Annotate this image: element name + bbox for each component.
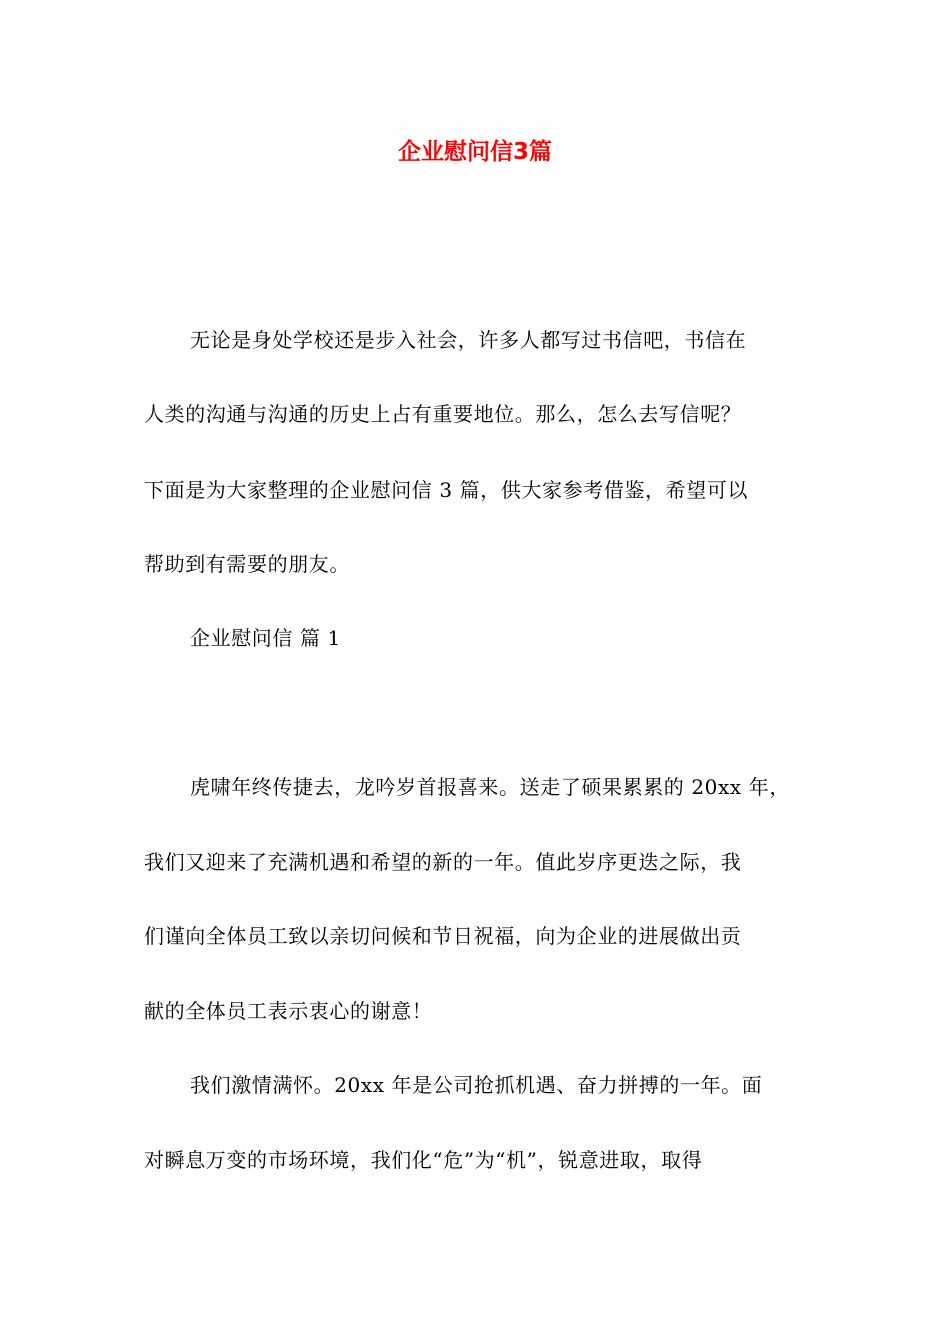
paragraph-line: 献的全体员工表示衷心的谢意！	[144, 999, 433, 1023]
paragraph-line: 下面是为大家整理的企业慰问信 3 篇，供大家参考借鉴，希望可以	[144, 478, 749, 502]
section-heading: 企业慰问信 篇 1	[190, 626, 341, 650]
paragraph-line: 无论是身处学校还是步入社会，许多人都写过书信吧，书信在	[190, 328, 747, 352]
paragraph-line: 对瞬息万变的市场环境，我们化“危”为“机”，锐意进取，取得	[144, 1148, 703, 1172]
paragraph-line: 帮助到有需要的朋友。	[144, 552, 350, 576]
paragraph-line: 我们激情满怀。20xx 年是公司抢抓机遇、奋力拼搏的一年。面	[190, 1073, 763, 1097]
document-title: 企业慰问信3篇	[397, 139, 552, 165]
paragraph-line: 虎啸年终传捷去，龙吟岁首报喜来。送走了硕果累累的 20xx 年，	[190, 775, 790, 799]
paragraph-line: 我们又迎来了充满机遇和希望的新的一年。值此岁序更迭之际，我	[144, 850, 742, 874]
paragraph-line: 们谨向全体员工致以亲切问候和节日祝福，向为企业的进展做出贡	[144, 924, 742, 948]
paragraph-line: 人类的沟通与沟通的历史上占有重要地位。那么，怎么去写信呢？	[144, 402, 742, 426]
